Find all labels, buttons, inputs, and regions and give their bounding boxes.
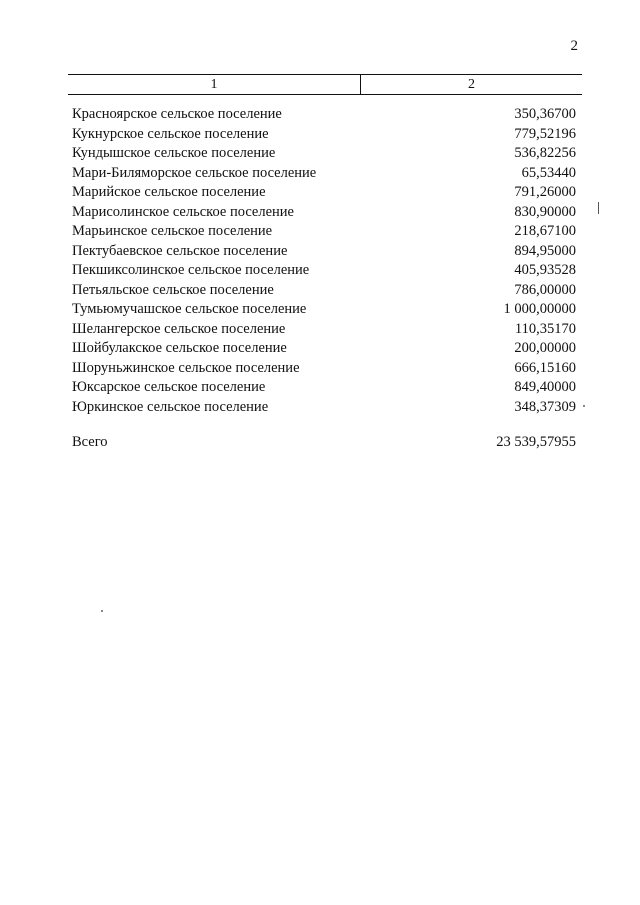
- table-row: [68, 203, 582, 223]
- table-row: [68, 281, 582, 301]
- table-row: [68, 183, 582, 203]
- settlement-amount: 218,67100: [514, 223, 576, 239]
- settlement-name: Пектубаевское сельское поселение: [72, 242, 288, 259]
- settlement-amount: 350,36700: [514, 106, 576, 122]
- settlement-name: Кундышское сельское поселение: [72, 145, 276, 161]
- allocation-table: [68, 74, 582, 452]
- settlement-amount: 666,15160: [514, 359, 576, 376]
- table-row: [68, 359, 582, 379]
- settlement-amount: 65,53440: [521, 164, 576, 181]
- table-row: [68, 339, 582, 359]
- page-number: 2: [570, 38, 578, 54]
- table-row: [68, 261, 582, 281]
- settlement-amount: 786,00000: [514, 281, 576, 298]
- settlement-name: Марьинское сельское поселение: [72, 223, 273, 239]
- column-header-2: 2: [468, 77, 475, 92]
- table-row: [68, 222, 582, 242]
- table-row: [68, 242, 582, 262]
- settlement-name: Петьяльское сельское поселение: [72, 281, 274, 298]
- settlement-amount: 200,00000: [514, 340, 576, 356]
- table-row: [68, 378, 582, 398]
- settlement-name: Марийское сельское поселение: [72, 184, 266, 200]
- settlement-amount: 405,93528: [514, 262, 576, 278]
- settlement-name: Шелангерское сельское поселение: [72, 320, 286, 337]
- scan-artifact-dot: [583, 405, 585, 407]
- settlement-name: Шойбулакское сельское поселение: [72, 340, 287, 356]
- settlement-name: Юркинское сельское поселение: [72, 398, 269, 415]
- table-row: [68, 144, 582, 164]
- table-row: [68, 300, 582, 320]
- total-label: Всего: [72, 434, 108, 450]
- settlement-amount: 536,82256: [514, 145, 576, 161]
- settlement-amount: 791,26000: [514, 184, 576, 200]
- scan-artifact-dot: [101, 610, 103, 612]
- table-header-row: [68, 74, 582, 95]
- settlement-amount: 1 000,00000: [503, 301, 576, 317]
- settlement-amount: 849,40000: [514, 379, 576, 395]
- total-amount: 23 539,57955: [496, 434, 576, 450]
- scan-artifact-mark: [598, 202, 599, 214]
- settlement-amount: 830,90000: [514, 203, 576, 220]
- settlement-name: Мари-Биляморское сельское поселение: [72, 164, 317, 181]
- table-row: [68, 125, 582, 145]
- table-row: [68, 320, 582, 340]
- total-row: [68, 432, 582, 452]
- settlement-name: Тумьюмучашское сельское поселение: [72, 301, 307, 317]
- table-body: [68, 105, 582, 417]
- settlement-amount: 110,35170: [514, 320, 576, 337]
- settlement-name: Пекшиксолинское сельское поселение: [72, 262, 310, 278]
- settlement-name: Шоруньжинское сельское поселение: [72, 359, 300, 376]
- table-row: [68, 105, 582, 125]
- settlement-amount: 894,95000: [514, 242, 576, 259]
- settlement-amount: 348,37309: [514, 398, 576, 415]
- table-row: [68, 398, 582, 418]
- settlement-name: Юксарское сельское поселение: [72, 379, 266, 395]
- settlement-name: Красноярское сельское поселение: [72, 106, 282, 122]
- settlement-amount: 779,52196: [514, 125, 576, 142]
- settlement-name: Кукнурское сельское поселение: [72, 125, 269, 142]
- table-row: [68, 164, 582, 184]
- settlement-name: Марисолинское сельское поселение: [72, 203, 294, 220]
- column-header-1: 1: [68, 75, 361, 94]
